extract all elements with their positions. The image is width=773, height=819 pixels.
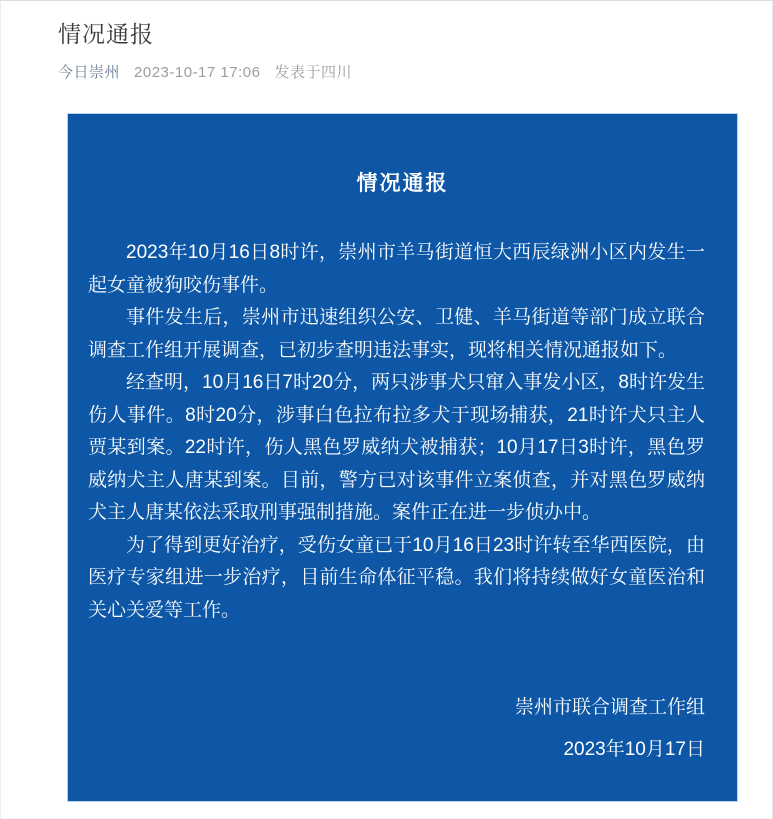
notice-paragraph: 2023年10月16日8时许，崇州市羊马街道恒大西辰绿洲小区内发生一起女童被狗咬伤事件。 (88, 242, 705, 296)
article-title: 情况通报 (58, 21, 154, 47)
account-name-link[interactable]: 今日崇州 (58, 64, 121, 81)
notice-paragraph: 事件发生后，崇州市迅速组织公安、卫健、羊马街道等部门成立联合调查工作组开展调查，已初步查明违法事实，现将相关情况通报如下。 (88, 307, 705, 361)
notice-image (67, 113, 738, 802)
publish-timestamp: 2023-10-17 17:06 (134, 64, 261, 81)
article-meta (58, 61, 352, 82)
publish-location: 发表于四川 (274, 64, 352, 81)
notice-date: 2023年10月17日 (563, 739, 705, 760)
notice-signature: 崇州市联合调查工作组 (514, 697, 705, 718)
notice-signature-block (88, 687, 705, 771)
notice-paragraph: 经查明，10月16日7时20分，两只涉事犬只窜入事发小区，8时许发生伤人事件。8时20分，涉事白色拉布拉多犬于现场捕获，21时许犬只主人贾某到案。22时许，伤人黑色罗威纳犬被捕获；10月17日3时许，黑色罗威纳犬主人唐某到案。目前，警方已对该事件立案侦查，并对黑色罗威纳犬主人唐某依法采取刑事强制措施。案件正在进一步侦办中。 (88, 372, 705, 523)
notice-body (88, 237, 705, 627)
notice-paragraph: 为了得到更好治疗，受伤女童已于10月16日23时许转至华西医院，由医疗专家组进一步治疗，目前生命体征平稳。我们将持续做好女童医治和关心关爱等工作。 (88, 534, 705, 621)
notice-title: 情况通报 (356, 172, 449, 195)
